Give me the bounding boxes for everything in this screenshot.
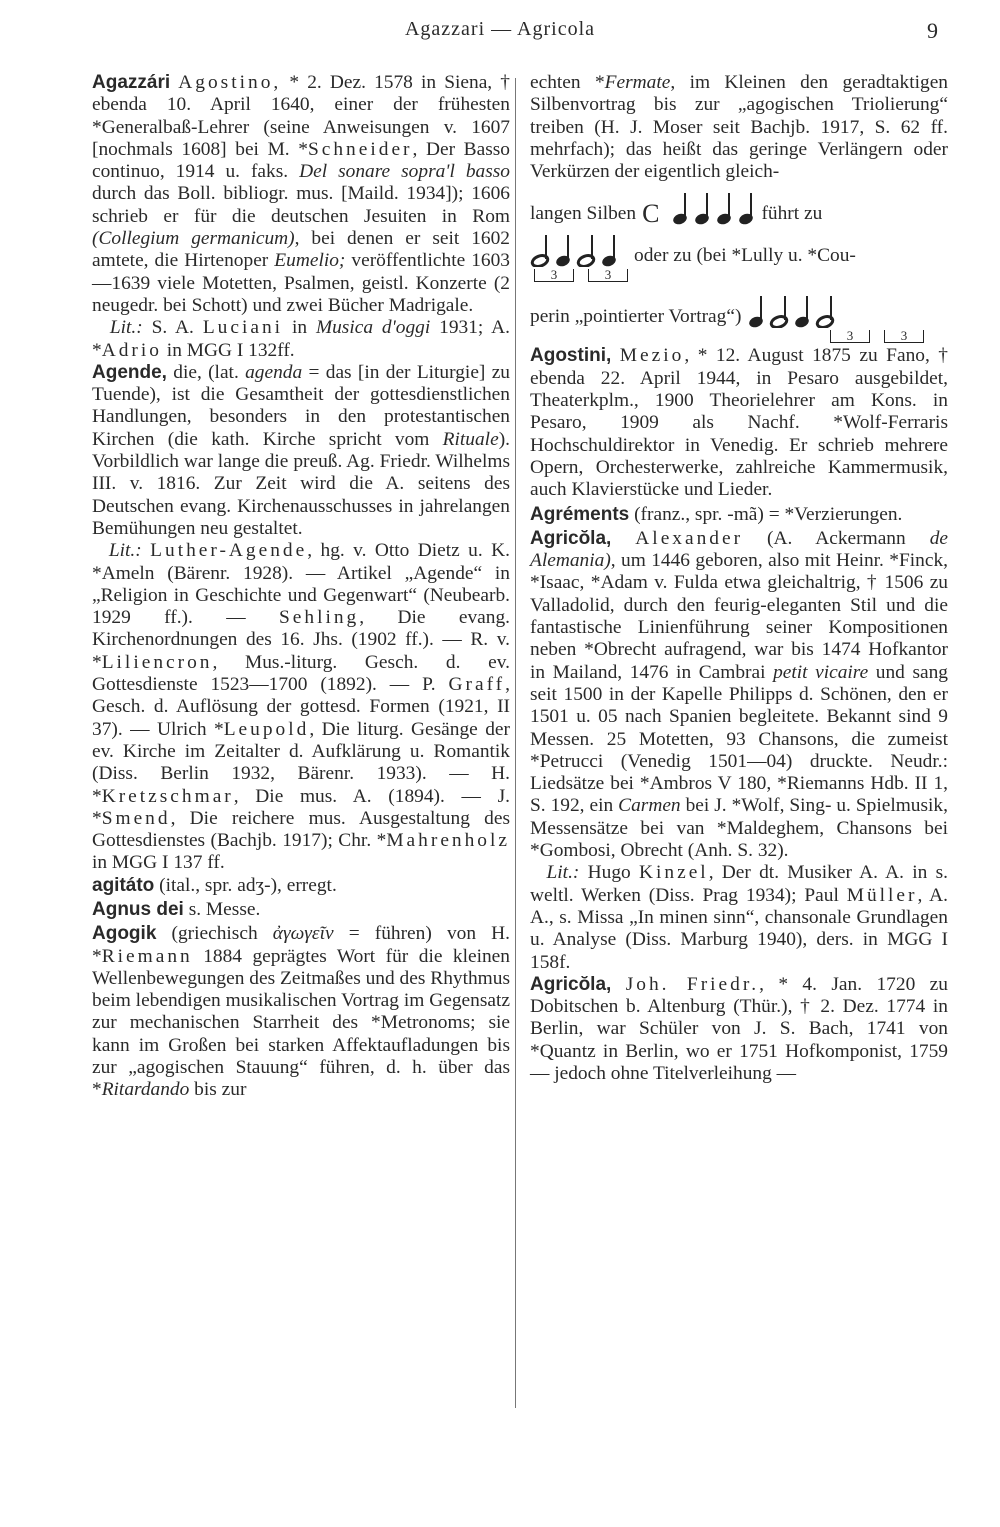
left-column <box>92 72 510 1432</box>
spaced-name: Mezio <box>619 345 685 367</box>
entry-text: , * 4. Jan. 1720 zu Dobitschen b. Altenburg (Thür.), † 2. Dez. 1774 in Berlin, war Schüler von J. S. Bach, 1741 von *Quantz in Berlin, wo er 1751 Hofkomponist, 1759 — jedoch ohne Titelverleihung — <box>530 973 948 1084</box>
headword: Agazzári <box>92 72 171 93</box>
italic-title: Ritardando <box>101 1079 190 1101</box>
entry-agitato <box>92 875 510 897</box>
spaced-name: Luciani <box>202 317 284 339</box>
entry-agrements <box>530 504 948 526</box>
lit-text: , Die mus. A. (1894). — J. * <box>92 785 510 829</box>
lit-label: Lit.: <box>109 317 143 339</box>
entry-text: veröffentlichte 1603—1639 viele Motetten, Psalmen, geistl. Konzerte (2 neugedr. bei Schott) und zwei Bücher Madrigale. <box>92 250 510 316</box>
spaced-name: Alexander <box>635 527 744 549</box>
quarter-note-icon <box>737 191 755 225</box>
lit-text: , Gesch. d. Auflösung der gottesd. Formen (1921, II 37). — Ulrich * <box>92 674 510 740</box>
entry-text: , um 1446 geboren, also mit Heinr. *Finck, *Isaac, *Adam v. Fulda etwa gleichaltrig, † 1506 zu Valladolid, durch den feurig-eleganten Stil und die fantastische Linienführung seiner Kompositionen neben *Obrecht aufragend, war bis 1474 Hofkantor in Mailand, 1476 in Cambrai <box>530 550 948 683</box>
spaced-name: Adrio <box>101 339 162 361</box>
note-group <box>642 191 755 229</box>
italic-title: Fermate <box>604 72 671 93</box>
spaced-name: Riemann <box>101 945 193 967</box>
headword: Agostini, <box>530 345 612 367</box>
music-example-3 <box>530 292 948 328</box>
headword: Agréments <box>530 503 630 525</box>
lit-text: , Die reichere mus. Ausgestaltung des Gottesdienstes (Bachjb. 1917); Chr. * <box>92 807 510 852</box>
triplet-brackets <box>534 269 948 282</box>
entry-text: und sang seit 1500 in der Kapelle Philipps d. Schönen, den er 1501 u. 05 nach Spanien begleitete. Bekannt sind 9 Messen. 25 Motetten, 93 Chansons, die zumeist *Petrucci (Venedig 1501—04) druckte. Neudr.: Liedsätze bei *Ambros V 180, *Riemanns Hdb. II 1, S. 192, ein <box>530 661 948 817</box>
lit-text: , Die evang. Kirchenordnungen des 16. Jhs. (1902 ff.). — R. v. * <box>92 607 510 673</box>
page-number: 9 <box>927 18 938 43</box>
triplet-bracket: 3 <box>534 269 574 282</box>
entry-text: , * 12. August 1875 zu Fano, † ebenda 22. April 1944, in Pesaro ausgebildet, Theaterkplm., 1900 Theorielehrer am Kons. in Pesaro, 1909 als Nachf. *Wolf-Ferraris Hochschuldirektor in Venedig. Er schrieb mehrere Opern, Orchesterwerke, zahlreiche Kammermusik, auch Klavierstücke und Lieder. <box>530 345 948 501</box>
entry-agogik <box>92 923 510 1101</box>
spaced-name: Agostino, <box>178 72 282 93</box>
music-example-1 <box>530 189 948 229</box>
triplet-bracket: 3 <box>588 269 628 282</box>
entry-text: , bei denen er seit 1602 amtete, die Hirtenoper <box>92 228 510 272</box>
entry-text: 1884 geprägtes Wort für die kleinen Wellenbewegungen des Zeitmaßes und des Rhythmus beim lebendigen musikalischen Vortrag im Gegensatz zur mechanischen Starrheit des *Metronoms; sie kann im Großen bei starken Affektaufladungen bis zur „agogischen Stauung“ führen, d. h. über das * <box>92 945 510 1101</box>
spaced-name: Sehling <box>279 607 360 629</box>
lit-label: Lit.: <box>546 862 580 884</box>
note-group <box>747 294 835 328</box>
lit-text: Hugo <box>579 862 639 884</box>
headword: Agende, <box>92 361 167 383</box>
literature-agende <box>92 540 510 874</box>
lit-text: , A. A., s. Missa „In minen sinn“, chansonale Grundlagen u. Analyse (Diss. Marburg 1940), ders. in MGG I 158f. <box>530 884 948 973</box>
quarter-note-icon <box>747 294 765 328</box>
half-note-icon <box>769 294 789 328</box>
entry-agnus-dei <box>92 899 510 921</box>
entry-text: , im Kleinen den geradtaktigen Silbenvortrag bis zur „agogischen Triolierung“ treiben (H. J. Moser seit Bachjb. 1917, S. 62 ff. mehrfach); das heißt das geringe Verlängern oder Verkürzen der eigentlich gleich- <box>530 72 949 183</box>
entry-text: = das [in der Liturgie] zu Tuende), ist die Gesamtheit der gottesdienstlichen Handlungen, besonders in den protestantischen Kirchen (die kath. Kirche spricht vom <box>92 361 510 450</box>
half-note-icon <box>815 294 835 328</box>
triplet-bracket: 3 <box>884 330 924 343</box>
entry-agricola-alexander <box>530 528 948 862</box>
quarter-note-icon <box>600 233 618 267</box>
entry-text: (ital., spr. adʒ-), erregt. <box>154 874 337 896</box>
quarter-note-icon <box>554 233 572 267</box>
entry-text: bis zur <box>189 1079 247 1101</box>
entry-text: = führen) von H. * <box>92 923 510 967</box>
music-text: führt zu <box>761 203 823 225</box>
headword: agitáto <box>92 874 155 896</box>
spaced-name: Smend <box>101 807 171 829</box>
entry-text: echten * <box>530 72 605 93</box>
music-text: perin „pointierter Vortrag“) <box>530 306 742 328</box>
entry-text: die, (lat. <box>166 361 246 383</box>
note-group <box>530 233 618 267</box>
entry-text: bei J. *Wolf, Sing- u. Spielmusik, Messensätze bei van *Maldeghem, Chansons bei *Gombosi, Obrecht (Anh. S. 32). <box>530 795 948 862</box>
lit-text: , hg. v. Otto Dietz u. K. *Ameln (Bärenr. 1928). — Artikel „Agende“ in „Religion in Geschichte und Gegenwart“ (Neubearb. 1929 ff.). — <box>92 540 510 629</box>
time-signature: C <box>642 199 660 229</box>
triplet-bracket: 3 <box>830 330 870 343</box>
italic-title: petit vicaire <box>773 661 869 683</box>
quarter-note-icon <box>715 191 733 225</box>
entry-text: durch das Boll. bibliogr. mus. [Maild. 1934]); 1606 schrieb er für die deutschen Jesuiten in Rom <box>92 183 510 227</box>
lit-text: , Der dt. Musiker A. A. in s. weltl. Werken (Diss. Prag 1934); Paul <box>530 862 948 906</box>
lit-text: in MGG I 137 ff. <box>92 852 225 874</box>
column-divider <box>515 78 516 1408</box>
italic-title: Eumelio; <box>274 250 346 272</box>
entry-agostini <box>530 345 948 501</box>
spaced-name: Luther-Agende <box>150 540 308 562</box>
music-example-2 <box>530 231 948 267</box>
italic-title: Rituale <box>442 428 499 450</box>
quarter-note-icon <box>693 191 711 225</box>
entry-text: ). Vorbildlich war lange die preuß. Ag. Friedr. Wilhelms III. v. 1816. Zur Zeit wird die A. seitens des Deutschen evang. Kirchenausschusses in jahrelangen Bemühungen neu gestaltet. <box>92 428 510 539</box>
entry-agende <box>92 362 510 540</box>
italic-title: agenda <box>245 361 303 383</box>
entry-text: (A. Ackermann <box>743 527 930 549</box>
entry-agogik-continued <box>530 72 948 183</box>
spaced-name: Kretzschmar <box>101 785 234 807</box>
italic-title: Carmen <box>618 795 681 817</box>
entry-agazzari <box>92 72 510 317</box>
lit-label: Lit.: <box>108 540 142 562</box>
lit-text: , Mus.-liturg. Gesch. d. ev. Gottesdienste 1523—1700 (1892). — P. <box>92 651 510 696</box>
triplet-brackets <box>830 330 948 343</box>
headword: Agogik <box>92 923 157 945</box>
half-note-icon <box>530 233 550 267</box>
half-note-icon <box>576 233 596 267</box>
lit-text: S. A. <box>142 317 203 339</box>
headword: Agnus dei <box>92 898 184 920</box>
entry-text: (griechisch <box>156 923 273 945</box>
entry-text: (franz., spr. -mã) = *Verzierungen. <box>629 503 903 525</box>
lit-text: , Die liturg. Gesänge der ev. Kirche im Zeitalter d. Aufklärung u. Romantik (Diss. Berlin 1932, Bärenr. 1933). — H. * <box>92 718 510 807</box>
lit-text: in MGG I 132ff. <box>161 339 295 361</box>
running-head: Agazzari — Agricola <box>404 18 596 40</box>
entry-agricola-johann <box>530 974 948 1085</box>
spaced-name: Liliencron <box>101 651 213 673</box>
right-column <box>530 72 948 1432</box>
spaced-name: Kinzel <box>639 862 709 884</box>
headword: Agricŏla, <box>530 527 612 549</box>
page-header <box>0 18 1000 54</box>
italic-title: Del sonare sopra'l basso <box>299 161 510 183</box>
quarter-note-icon <box>671 191 689 225</box>
greek-term: ἀγωγεῖν <box>272 923 334 945</box>
spaced-name: Mahrenholz <box>386 830 510 852</box>
entry-text: * 2. Dez. 1578 in Siena, † ebenda 10. April 1640, einer der frühesten *Generalbaß-Lehrer (seine Anweisungen v. 1607 [nochmals 1608] bei M. * <box>92 72 510 160</box>
quarter-note-icon <box>793 294 811 328</box>
literature-agricola <box>530 862 948 973</box>
entry-text: s. Messe. <box>183 898 261 920</box>
italic-title: de Alemania) <box>530 527 948 572</box>
entry-text: , Der Basso continuo, 1914 u. faks. <box>92 138 510 183</box>
italic-title: Musica d'oggi <box>315 317 431 339</box>
music-text: oder zu (bei *Lully u. *Cou- <box>634 245 856 267</box>
spaced-name: Schneider <box>307 138 413 160</box>
headword: Agricŏla, <box>530 973 612 995</box>
spaced-name: Graff <box>448 674 506 696</box>
italic-title: (Collegium germanicum) <box>92 228 295 250</box>
music-text: langen Silben <box>530 203 637 225</box>
lit-text: 1931; A. * <box>92 317 511 361</box>
spaced-name: Leupold <box>223 718 310 740</box>
spaced-name: Müller <box>846 884 918 906</box>
literature-agazzari <box>92 317 510 362</box>
lit-text: in <box>283 317 316 339</box>
spaced-name: Joh. Friedr. <box>625 973 760 995</box>
